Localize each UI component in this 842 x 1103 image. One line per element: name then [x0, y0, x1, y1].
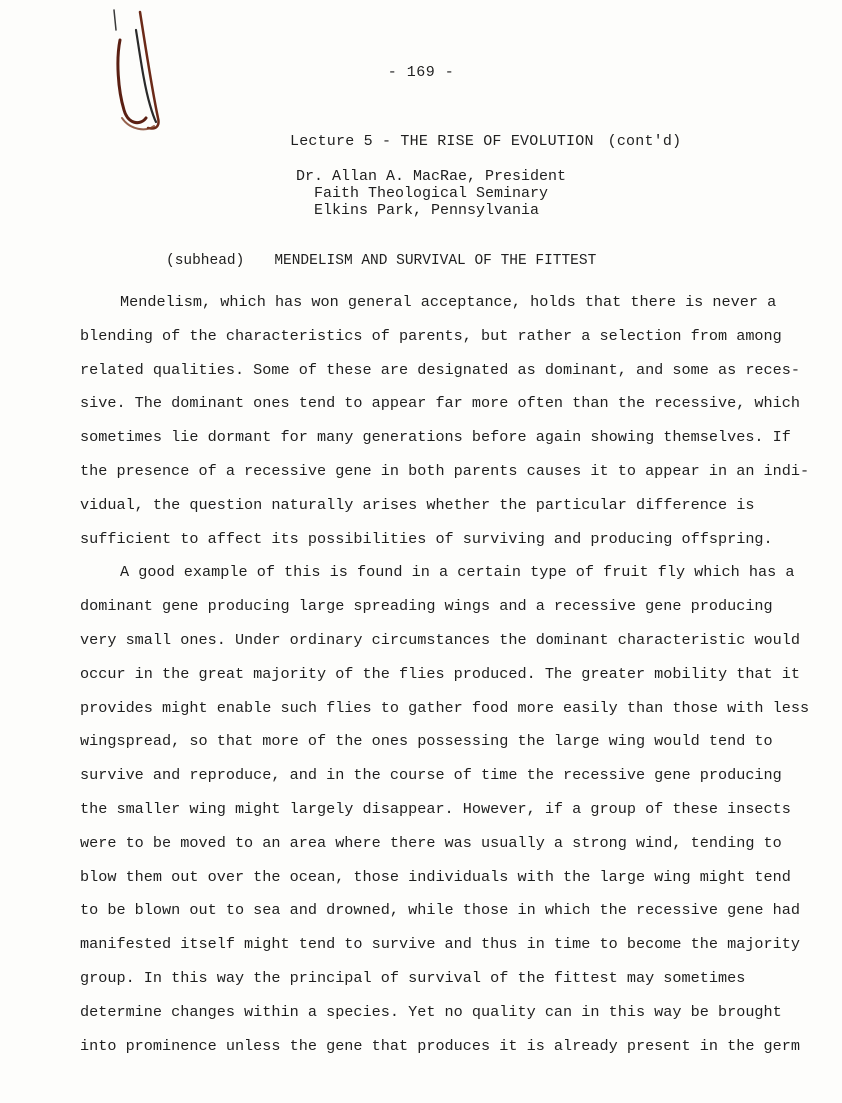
page-number: - 169 - — [387, 64, 455, 81]
paragraph-line: A good example of this is found in a certain type of fruit fly which has a — [120, 563, 795, 582]
paragraph-line: survive and reproduce, and in the course of time the recessive gene producing — [80, 766, 782, 785]
paragraph-line: were to be moved to an area where there was usually a strong wind, tending to — [80, 833, 782, 852]
paragraph-line: blow them out over the ocean, those individuals with the large wing might tend — [80, 867, 791, 886]
section-subhead — [166, 253, 596, 269]
paragraph-line: related qualities. Some of these are designated as dominant, and some as reces- — [80, 360, 801, 379]
paragraph-line: blending of the characteristics of parents, but rather a selection from among — [80, 326, 782, 345]
author-byline — [296, 168, 566, 219]
paragraph-line: the smaller wing might largely disappear. However, if a group of these insects — [80, 799, 791, 818]
byline-author: Dr. Allan A. MacRae, President — [296, 168, 567, 185]
paragraph-line: to be blown out to sea and drowned, while those in which the recessive gene had — [80, 901, 801, 920]
body-text — [80, 286, 810, 1063]
paragraph-line: group. In this way the principal of survival of the fittest may sometimes — [80, 968, 746, 987]
paragraph-line: provides might enable such flies to gather food more easily than those with less — [80, 698, 810, 717]
paragraph-line: very small ones. Under ordinary circumstances the dominant characteristic would — [80, 630, 801, 649]
lecture-title — [290, 133, 681, 150]
subhead-text: MENDELISM AND SURVIVAL OF THE FITTEST — [274, 253, 597, 269]
byline-location: Elkins Park, Pennsylvania — [314, 202, 540, 219]
paragraph-line: manifested itself might tend to survive and thus in time to become the majority — [80, 935, 801, 954]
byline-institution: Faith Theological Seminary — [314, 185, 549, 202]
paragraph-line: sometimes lie dormant for many generations before again showing themselves. If — [80, 428, 791, 447]
subhead-label: (subhead) — [166, 253, 245, 269]
paragraph-line: dominant gene producing large spreading wings and a recessive gene producing — [80, 597, 773, 616]
paragraph-line: sive. The dominant ones tend to appear far more often than the recessive, which — [80, 394, 801, 413]
paragraph-line: Mendelism, which has won general acceptance, holds that there is never a — [120, 293, 777, 311]
lecture-title-text: Lecture 5 - THE RISE OF EVOLUTION — [290, 133, 594, 150]
paragraph-line: vidual, the question naturally arises whether the particular difference is — [80, 495, 755, 514]
paragraph-line: the presence of a recessive gene in both parents causes it to appear in an indi- — [80, 461, 810, 480]
lecture-title-cont: (cont'd) — [607, 133, 682, 150]
paragraph-line: occur in the great majority of the flies produced. The greater mobility that it — [80, 664, 801, 683]
paragraph-line: into prominence unless the gene that produces it is already present in the germ — [80, 1036, 801, 1055]
paragraph-line: sufficient to affect its possibilities of surviving and producing offspring. — [80, 529, 773, 548]
paragraph-line: wingspread, so that more of the ones possessing the large wing would tend to — [80, 732, 773, 751]
paragraph-line: determine changes within a species. Yet no quality can in this way be brought — [80, 1002, 782, 1021]
